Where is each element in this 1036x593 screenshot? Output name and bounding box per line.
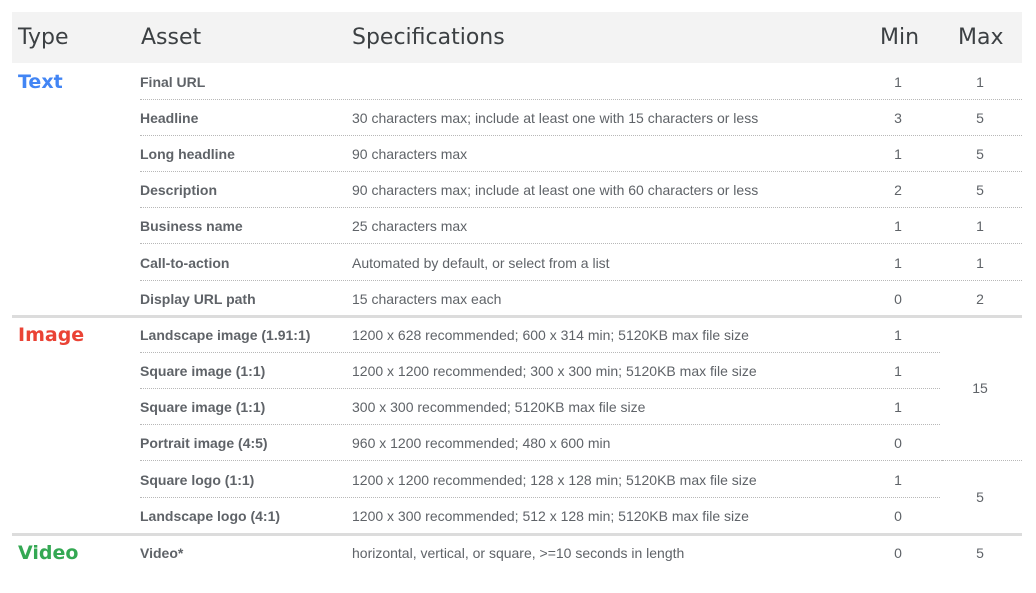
asset-specification: 1200 x 628 recommended; 600 x 314 min; 5120KB max file size — [352, 327, 749, 343]
max-value: 5 — [976, 545, 984, 561]
table-row — [140, 389, 1022, 425]
asset-name: Description — [140, 182, 218, 198]
table-row — [140, 462, 1022, 498]
table-row — [140, 136, 1022, 172]
asset-specification: 1200 x 1200 recommended; 128 x 128 min; 5120KB max file size — [352, 472, 757, 488]
header-type: Type — [18, 25, 69, 50]
table-row — [140, 100, 1022, 136]
asset-specification: 300 x 300 recommended; 5120KB max file size — [352, 399, 646, 415]
table-row — [140, 353, 1022, 389]
asset-specification: Automated by default, or select from a list — [352, 255, 610, 271]
max-value: 5 — [976, 182, 984, 198]
min-value: 1 — [894, 146, 902, 162]
group-divider — [942, 460, 1022, 461]
asset-name: Display URL path — [140, 291, 256, 307]
max-value: 5 — [976, 110, 984, 126]
table-row — [140, 208, 1022, 244]
max-value: 1 — [976, 255, 984, 271]
max-value: 1 — [976, 74, 984, 90]
table-row — [140, 281, 1022, 317]
min-value: 1 — [894, 74, 902, 90]
asset-specification: 90 characters max; include at least one with 60 characters or less — [352, 182, 759, 198]
row-divider — [140, 460, 1022, 461]
asset-name: Square image (1:1) — [140, 363, 266, 379]
asset-specification: 1200 x 300 recommended; 512 x 128 min; 5120KB max file size — [352, 508, 749, 524]
asset-name: Business name — [140, 218, 243, 234]
max-value: 5 — [976, 146, 984, 162]
asset-name: Final URL — [140, 74, 206, 90]
table-row — [140, 64, 1022, 100]
asset-name: Square image (1:1) — [140, 399, 266, 415]
asset-specification: 30 characters max; include at least one with 15 characters or less — [352, 110, 759, 126]
table-row — [140, 172, 1022, 208]
min-value: 1 — [894, 399, 902, 415]
max-value: 1 — [976, 218, 984, 234]
table-row — [140, 317, 1022, 353]
asset-specification: 960 x 1200 recommended; 480 x 600 min — [352, 435, 611, 451]
min-value: 1 — [894, 472, 902, 488]
asset-specification: 15 characters max each — [352, 291, 502, 307]
images-group-max: 15 — [972, 380, 988, 396]
asset-name: Landscape logo (4:1) — [140, 508, 281, 524]
asset-name: Headline — [140, 110, 199, 126]
type-label-video: Video — [18, 542, 79, 564]
asset-name: Square logo (1:1) — [140, 472, 255, 488]
type-label-text: Text — [18, 71, 63, 93]
min-value: 0 — [894, 291, 902, 307]
asset-name: Landscape image (1.91:1) — [140, 327, 311, 343]
asset-specification: 25 characters max — [352, 218, 468, 234]
table-row — [140, 425, 1022, 461]
asset-name: Portrait image (4:5) — [140, 435, 268, 451]
header-min: Min — [880, 25, 920, 50]
asset-specification: 90 characters max — [352, 146, 468, 162]
min-value: 0 — [894, 545, 902, 561]
row-divider — [140, 243, 1022, 244]
table-row — [140, 535, 1022, 571]
min-value: 1 — [894, 218, 902, 234]
asset-name: Video* — [140, 545, 184, 561]
min-value: 1 — [894, 363, 902, 379]
table-row — [140, 498, 1022, 534]
min-value: 1 — [894, 255, 902, 271]
min-value: 0 — [894, 435, 902, 451]
header-max: Max — [958, 25, 1004, 50]
min-value: 3 — [894, 110, 902, 126]
header-asset: Asset — [141, 25, 202, 50]
asset-specification: horizontal, vertical, or square, >=10 seconds in length — [352, 545, 685, 561]
header-specifications: Specifications — [352, 25, 505, 50]
max-value: 2 — [976, 291, 984, 307]
type-label-image: Image — [18, 324, 85, 346]
min-value: 2 — [894, 182, 902, 198]
asset-specification: 1200 x 1200 recommended; 300 x 300 min; 5120KB max file size — [352, 363, 757, 379]
asset-name: Long headline — [140, 146, 235, 162]
min-value: 1 — [894, 327, 902, 343]
logos-group-max: 5 — [976, 489, 984, 505]
asset-name: Call-to-action — [140, 255, 230, 271]
table-row — [140, 245, 1022, 281]
min-value: 0 — [894, 508, 902, 524]
